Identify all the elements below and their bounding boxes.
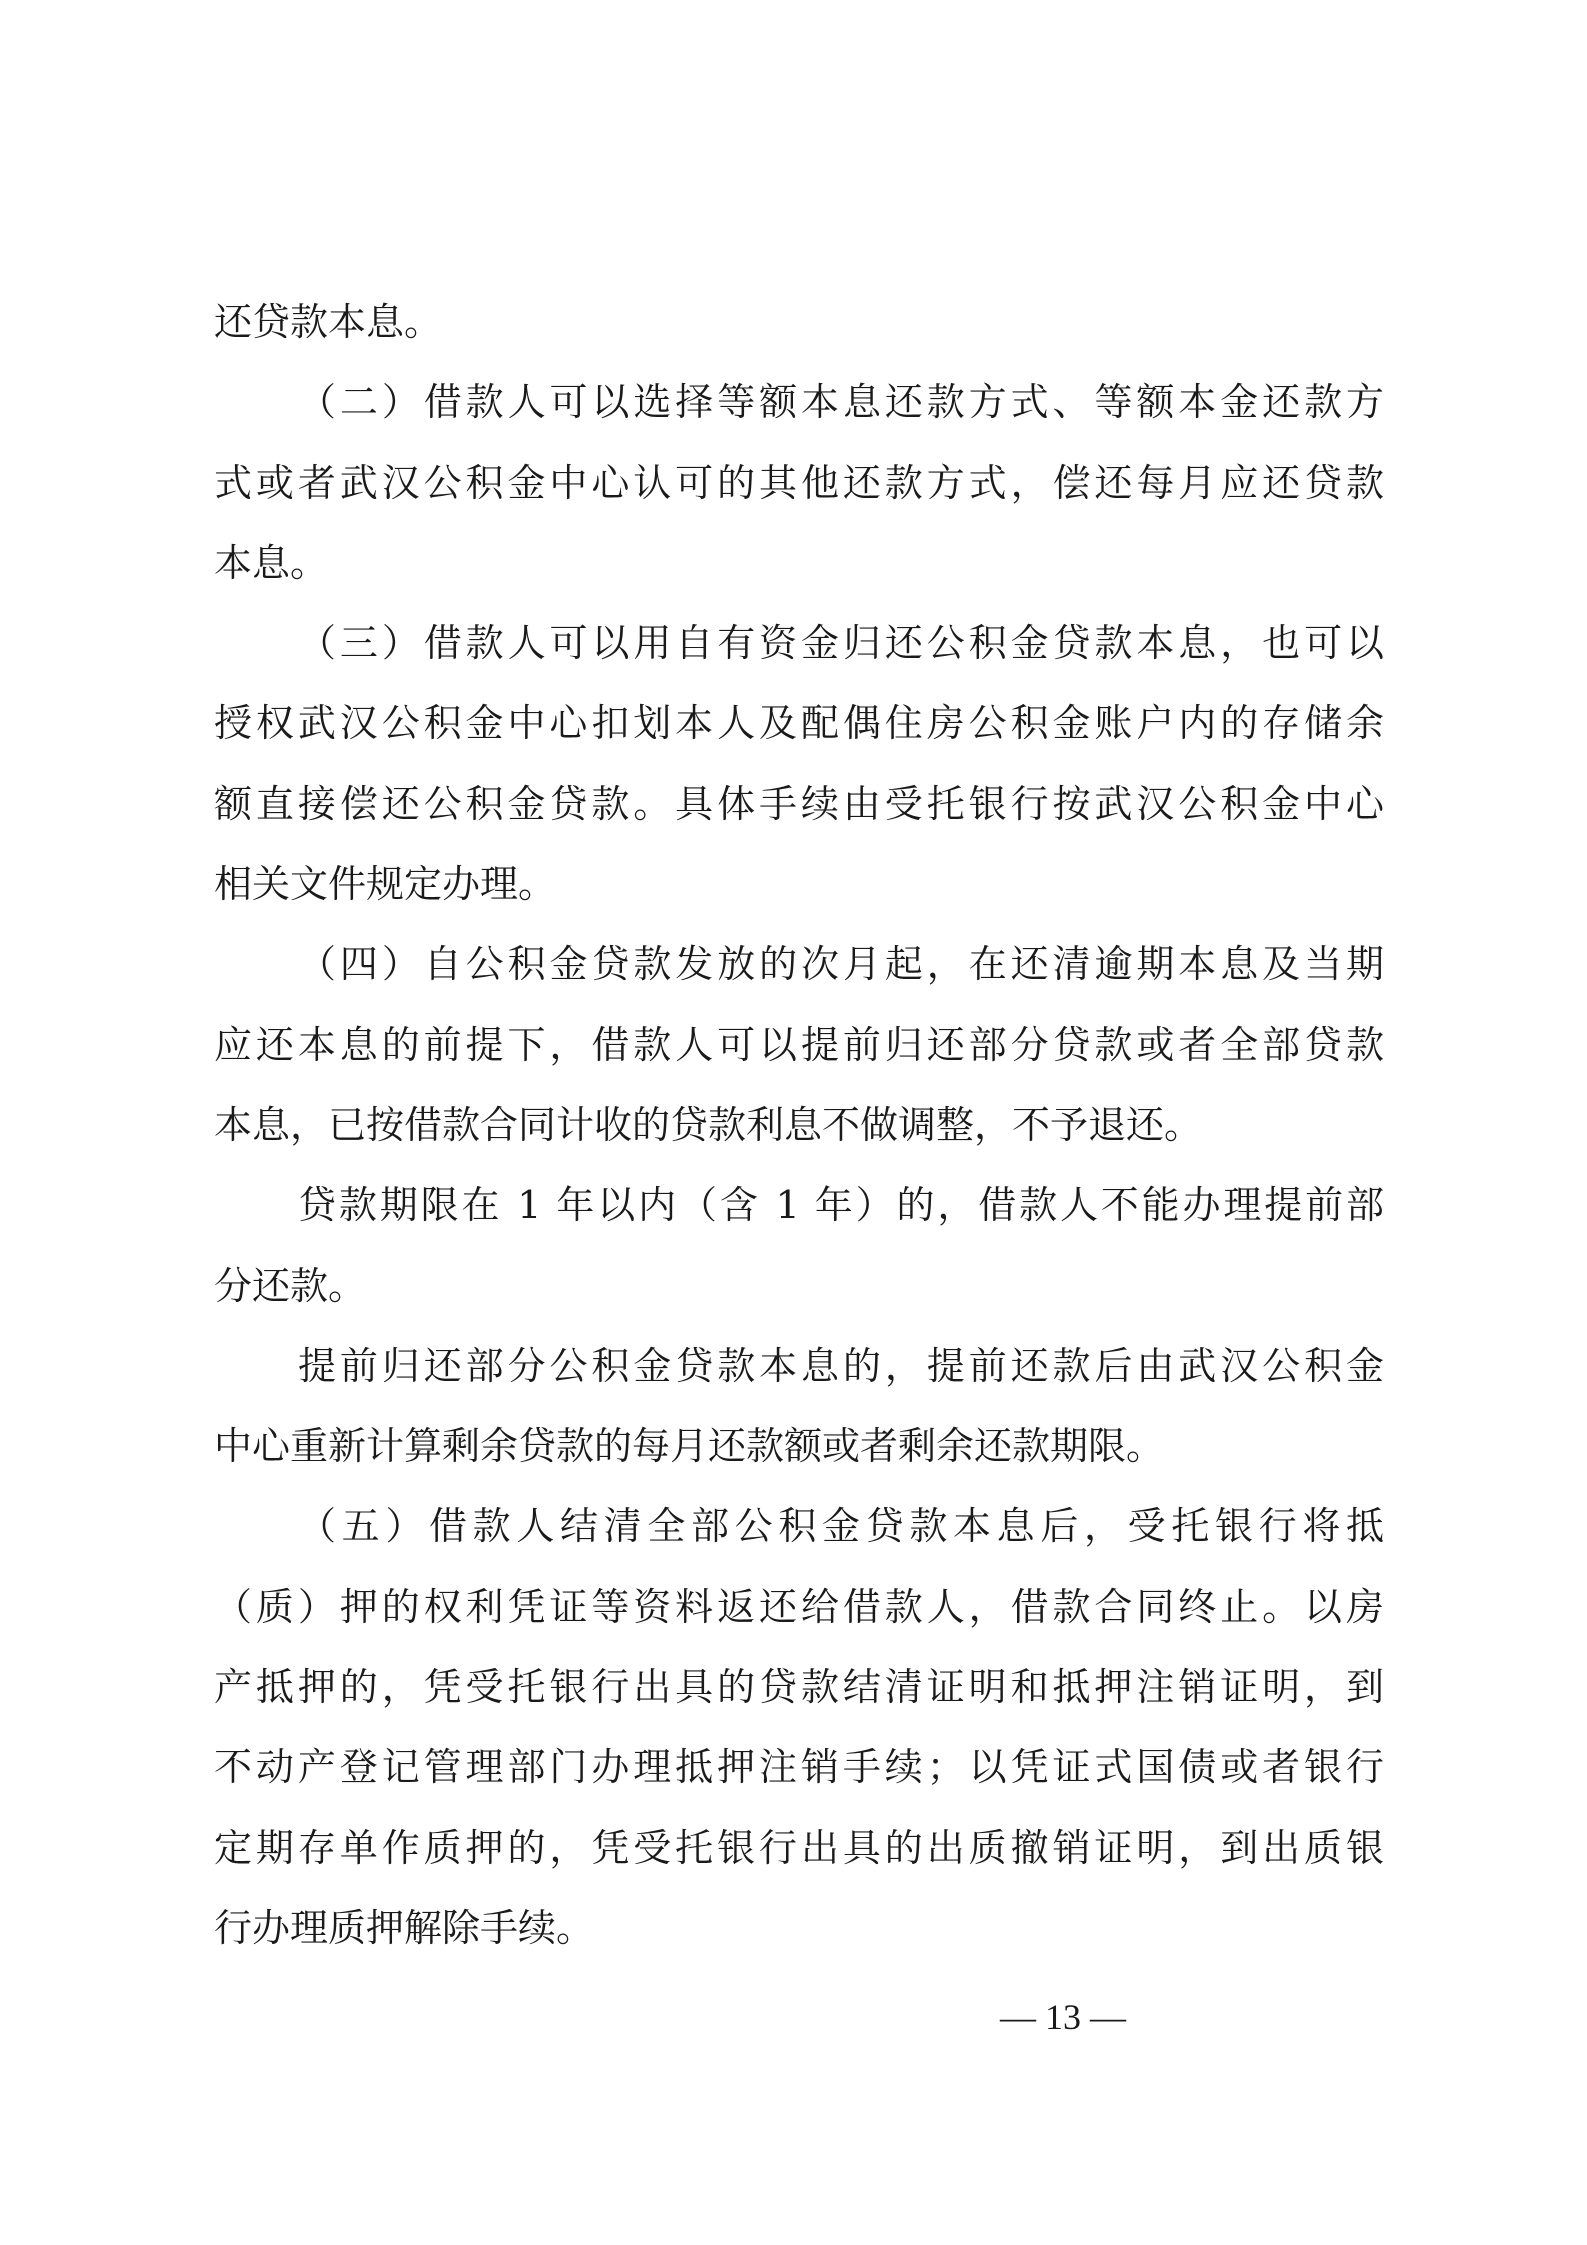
text-line: 中心重新计算剩余贷款的每月还款额或者剩余还款期限。 [214,1424,1165,1469]
text-line: 不动产登记管理部门办理抵押注销手续；以凭证式国债或者银行 [214,1745,1384,1790]
text-line: 本息。 [214,540,329,585]
text-line: 定期存单作质押的，凭受托银行出具的出质撤销证明，到出质银 [214,1825,1384,1870]
text-line: 本息，已按借款合同计收的贷款利息不做调整，不予退还。 [214,1102,1203,1147]
text-line: （五）借款人结清全部公积金贷款本息后，受托银行将抵 [298,1504,1384,1549]
text-line: 还贷款本息。 [214,300,443,344]
text-line: 相关文件规定办理。 [214,862,557,907]
text-line: 式或者武汉公积金中心认可的其他还款方式，偿还每月应还贷款 [214,460,1384,505]
text-line: （三）借款人可以用自有资金归还公积金贷款本息，也可以 [298,621,1384,666]
text-line: 产抵押的，凭受托银行出具的贷款结清证明和抵押注销证明，到 [214,1665,1384,1710]
text-line: 授权武汉公积金中心扣划本人及配偶住房公积金账户内的存储余 [214,701,1384,746]
text-line: 提前归还部分公积金贷款本息的，提前还款后由武汉公积金 [298,1343,1384,1388]
page-number: — 13 — [1000,1997,1126,2037]
text-line: 贷款期限在 1 年以内（含 1 年）的，借款人不能办理提前部 [298,1183,1384,1228]
text-line: 额直接偿还公积金贷款。具体手续由受托银行按武汉公积金中心 [214,781,1384,826]
text-line: （二）借款人可以选择等额本息还款方式、等额本金还款方 [298,380,1384,425]
text-line: （四）自公积金贷款发放的次月起，在还清逾期本息及当期 [298,942,1384,987]
text-line: 应还本息的前提下，借款人可以提前归还部分贷款或者全部贷款 [214,1022,1384,1067]
text-line: 行办理质押解除手续。 [214,1905,595,1950]
text-line: （质）押的权利凭证等资料返还给借款人，借款合同终止。以房 [214,1584,1384,1629]
document-body [214,282,1384,1968]
text-line: 分还款。 [214,1263,367,1308]
